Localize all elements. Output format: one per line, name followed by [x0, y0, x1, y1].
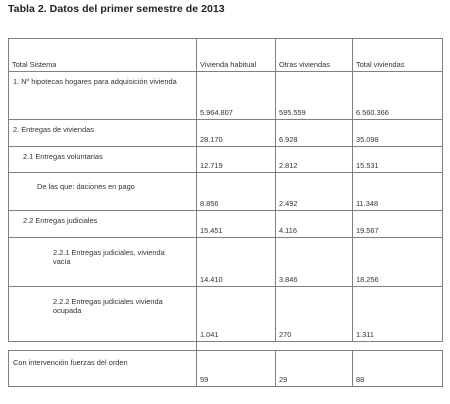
cell-vivienda-habitual: 59 [197, 351, 276, 387]
cell-total-viviendas: 6.560.366 [353, 72, 443, 120]
table-header-row [9, 39, 443, 72]
row-label: 2.2.2 Entregas judiciales vivienda ocupada [9, 287, 197, 342]
cell-otras-viviendas: 270 [276, 287, 353, 342]
cell-vivienda-habitual: 14.410 [197, 238, 276, 287]
header-otras-viviendas: Otras viviendas [276, 39, 353, 72]
cell-total-viviendas: 15.531 [353, 147, 443, 173]
table-row [9, 72, 443, 120]
spacer-cell [197, 342, 276, 351]
cell-total-viviendas: 18.256 [353, 238, 443, 287]
spacer-cell [9, 342, 197, 351]
table-row [9, 238, 443, 287]
cell-otras-viviendas: 4.116 [276, 211, 353, 238]
table-spacer-row [9, 342, 443, 351]
table-row [9, 147, 443, 173]
table-footer-row [9, 351, 443, 387]
table-title: Tabla 2. Datos del primer semestre de 2013 [8, 3, 225, 15]
cell-vivienda-habitual: 1.041 [197, 287, 276, 342]
cell-otras-viviendas: 6.928 [276, 120, 353, 147]
cell-vivienda-habitual: 5.964.807 [197, 72, 276, 120]
row-label: 2.2 Entregas judiciales [9, 211, 197, 238]
cell-otras-viviendas: 2.812 [276, 147, 353, 173]
cell-otras-viviendas: 3.846 [276, 238, 353, 287]
row-label: 2. Entregas de viviendas [9, 120, 197, 147]
cell-vivienda-habitual: 8.856 [197, 173, 276, 211]
cell-total-viviendas: 1.311 [353, 287, 443, 342]
row-label: 2.1 Entregas voluntarias [9, 147, 197, 173]
row-label: Con intervención fuerzas del orden [9, 351, 197, 387]
cell-vivienda-habitual: 12.719 [197, 147, 276, 173]
row-label: 1. Nº hipotecas hogares para adquisición vivienda [9, 72, 197, 120]
row-label: 2.2.1 Entregas judiciales, vivienda vacía [9, 238, 197, 287]
cell-vivienda-habitual: 28.170 [197, 120, 276, 147]
cell-otras-viviendas: 2.492 [276, 173, 353, 211]
cell-total-viviendas: 19.567 [353, 211, 443, 238]
cell-total-viviendas: 35.098 [353, 120, 443, 147]
table-row [9, 120, 443, 147]
spacer-cell [276, 342, 353, 351]
cell-total-viviendas: 88 [353, 351, 443, 387]
cell-otras-viviendas: 595.559 [276, 72, 353, 120]
data-table [8, 38, 443, 387]
header-total-viviendas: Total viviendas [353, 39, 443, 72]
table-row [9, 173, 443, 211]
table-row [9, 287, 443, 342]
spacer-cell [353, 342, 443, 351]
table-row [9, 211, 443, 238]
row-label: De las que: daciones en pago [9, 173, 197, 211]
cell-vivienda-habitual: 15.451 [197, 211, 276, 238]
cell-total-viviendas: 11.348 [353, 173, 443, 211]
cell-otras-viviendas: 29 [276, 351, 353, 387]
header-total-sistema: Total Sistema [9, 39, 197, 72]
header-vivienda-habitual: Vivienda habitual [197, 39, 276, 72]
